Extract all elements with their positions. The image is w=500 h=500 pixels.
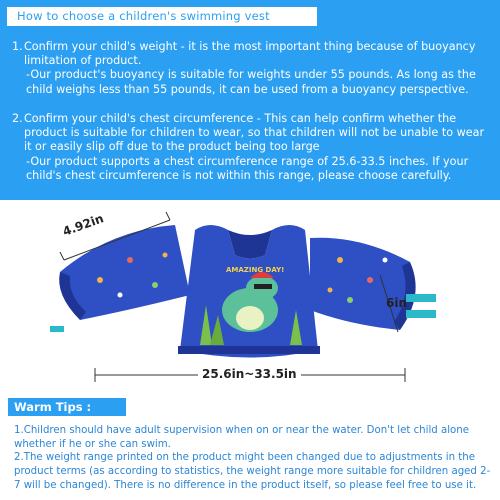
info-point-weight <box>12 40 490 97</box>
point-heading: Confirm your child's weight - it is the most important thing because of buoyancy limitation of product. <box>24 40 476 68</box>
arm-width-label: 4.92in <box>60 211 106 239</box>
point-body: -Our product supports a chest circumference range of 25.6-33.5 inches. If your child's chest circumference is not within this range, please choose carefully. <box>26 154 469 182</box>
point-number: 2. <box>12 112 23 125</box>
chest-range-label: 25.6in~33.5in <box>198 367 301 381</box>
arm-height-label: 6in <box>386 296 408 310</box>
right-strap <box>406 310 436 318</box>
point-heading: Confirm your child's chest circumference - This can help confirm whether the product is suitable for children to wear, so that children will not be unable to wear it or easily slip off due to the product being too large <box>24 112 485 154</box>
info-point-chest <box>12 112 490 183</box>
product-illustration <box>0 200 500 390</box>
left-arm-float <box>59 225 190 320</box>
panel-title: How to choose a children's swimming vest correctly: <box>6 6 318 27</box>
point-number: 1. <box>12 40 23 53</box>
tip-item: 1.Children should have adult supervision when on or near the water. Don't let child alone whether if he or she can swim. <box>14 425 470 450</box>
tip-item: 2.The weight range printed on the product might been changed due to adjustments in the product terms (as according to statistics, the weight range more suitable for children aged 2-7 will be changed). There is no difference in the product itself, so please feel free to use it. <box>14 452 491 491</box>
right-strap <box>406 294 436 302</box>
vest-print-text: AMAZING DAY! <box>226 266 285 274</box>
warm-tips-badge: Warm Tips : <box>8 398 126 416</box>
vest-body <box>178 225 320 358</box>
left-strap <box>50 326 64 332</box>
point-body: -Our product's buoyancy is suitable for weights under 55 pounds. As long as the child weighs less than 55 pounds, it can be used from a buoyancy perspective. <box>26 68 476 96</box>
info-panel <box>0 0 500 200</box>
right-arm-float <box>310 238 416 330</box>
